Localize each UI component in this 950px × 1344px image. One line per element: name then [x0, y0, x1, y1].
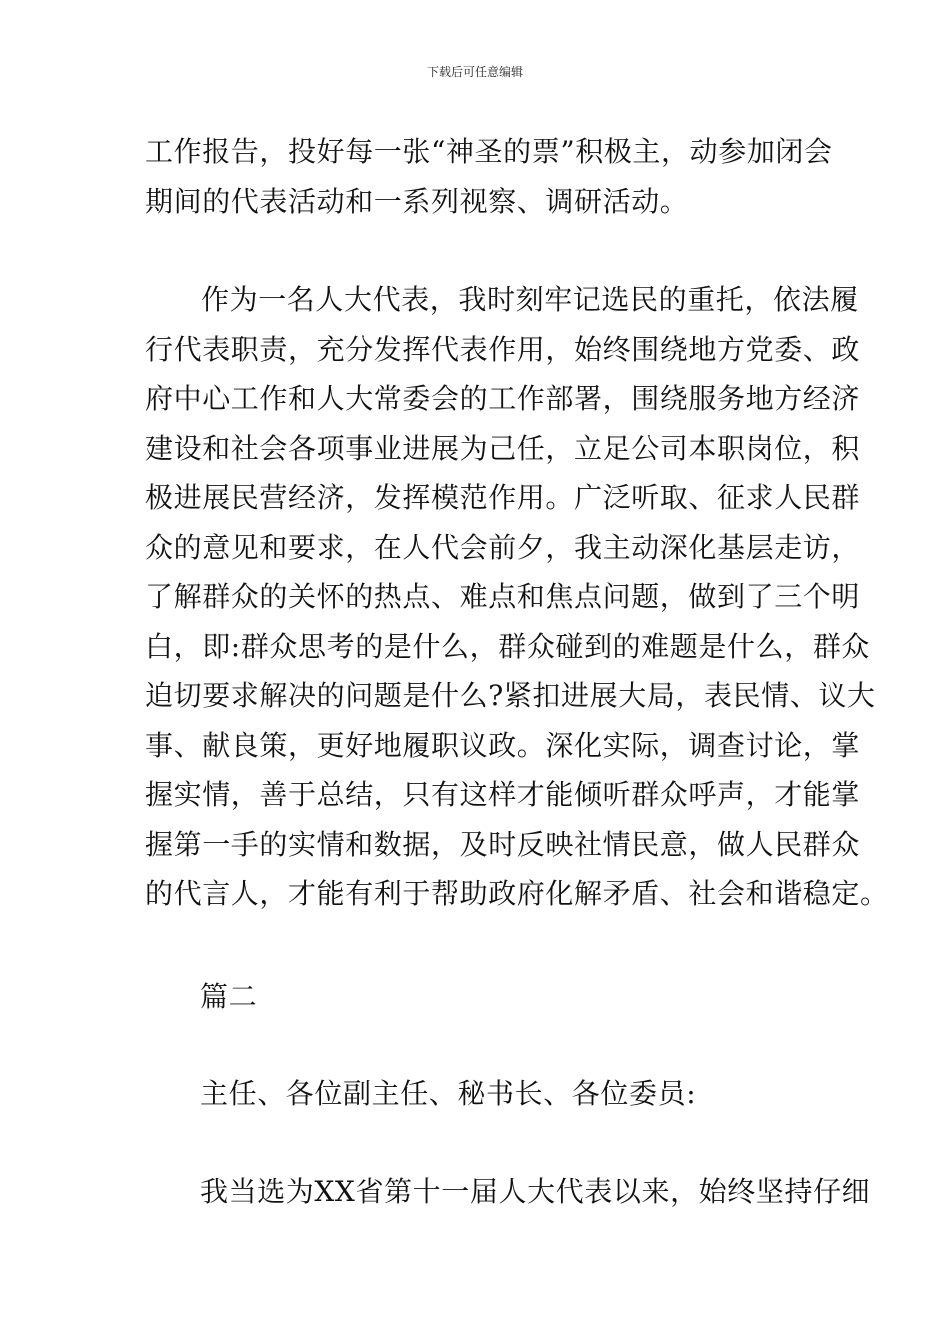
text-line: 我当选为XX省第十一届人大代表以来，始终坚持仔细 — [200, 1175, 871, 1208]
text-line: 工作报告，投好每一张“神圣的票”积极主，动参加闭会 — [145, 135, 833, 168]
page-header: 下载后可任意编辑 — [426, 65, 523, 79]
section-heading: 篇二 — [200, 980, 258, 1013]
text-line: 了解群众的关怀的热点、难点和焦点问题，做到了三个明 — [145, 580, 861, 613]
text-line: 迫切要求解决的问题是什么?紧扣进展大局，表民情、议大 — [145, 679, 876, 712]
text-line: 众的意见和要求，在人代会前夕，我主动深化基层走访， — [145, 531, 861, 564]
text-line: 府中心工作和人大常委会的工作部署，围绕服务地方经济 — [145, 382, 861, 415]
text-line: 建设和社会各项事业进展为己任，立足公司本职岗位，积 — [145, 432, 861, 465]
text-line: 期间的代表活动和一系列视察、调研活动。 — [145, 185, 689, 218]
text-line: 行代表职责，充分发挥代表作用，始终围绕地方党委、政 — [145, 333, 861, 366]
text-line: 握第一手的实情和数据，及时反映社情民意，做人民群众 — [145, 828, 861, 861]
text-line: 极进展民营经济，发挥模范作用。广泛听取、征求人民群 — [145, 481, 861, 514]
text-line: 事、献良策，更好地履职议政。深化实际，调查讨论，掌 — [145, 729, 861, 762]
text-line: 白，即:群众思考的是什么，群众碰到的难题是什么，群众 — [145, 630, 871, 663]
text-line: 握实情，善于总结，只有这样才能倾听群众呼声，才能掌 — [145, 778, 861, 811]
salutation: 主任、各位副主任、秘书长、各位委员: — [200, 1077, 697, 1110]
text-line: 作为一名人大代表，我时刻牢记选民的重托，依法履 — [201, 283, 859, 316]
text-line: 的代言人，才能有利于帮助政府化解矛盾、社会和谐稳定。 — [145, 877, 889, 910]
